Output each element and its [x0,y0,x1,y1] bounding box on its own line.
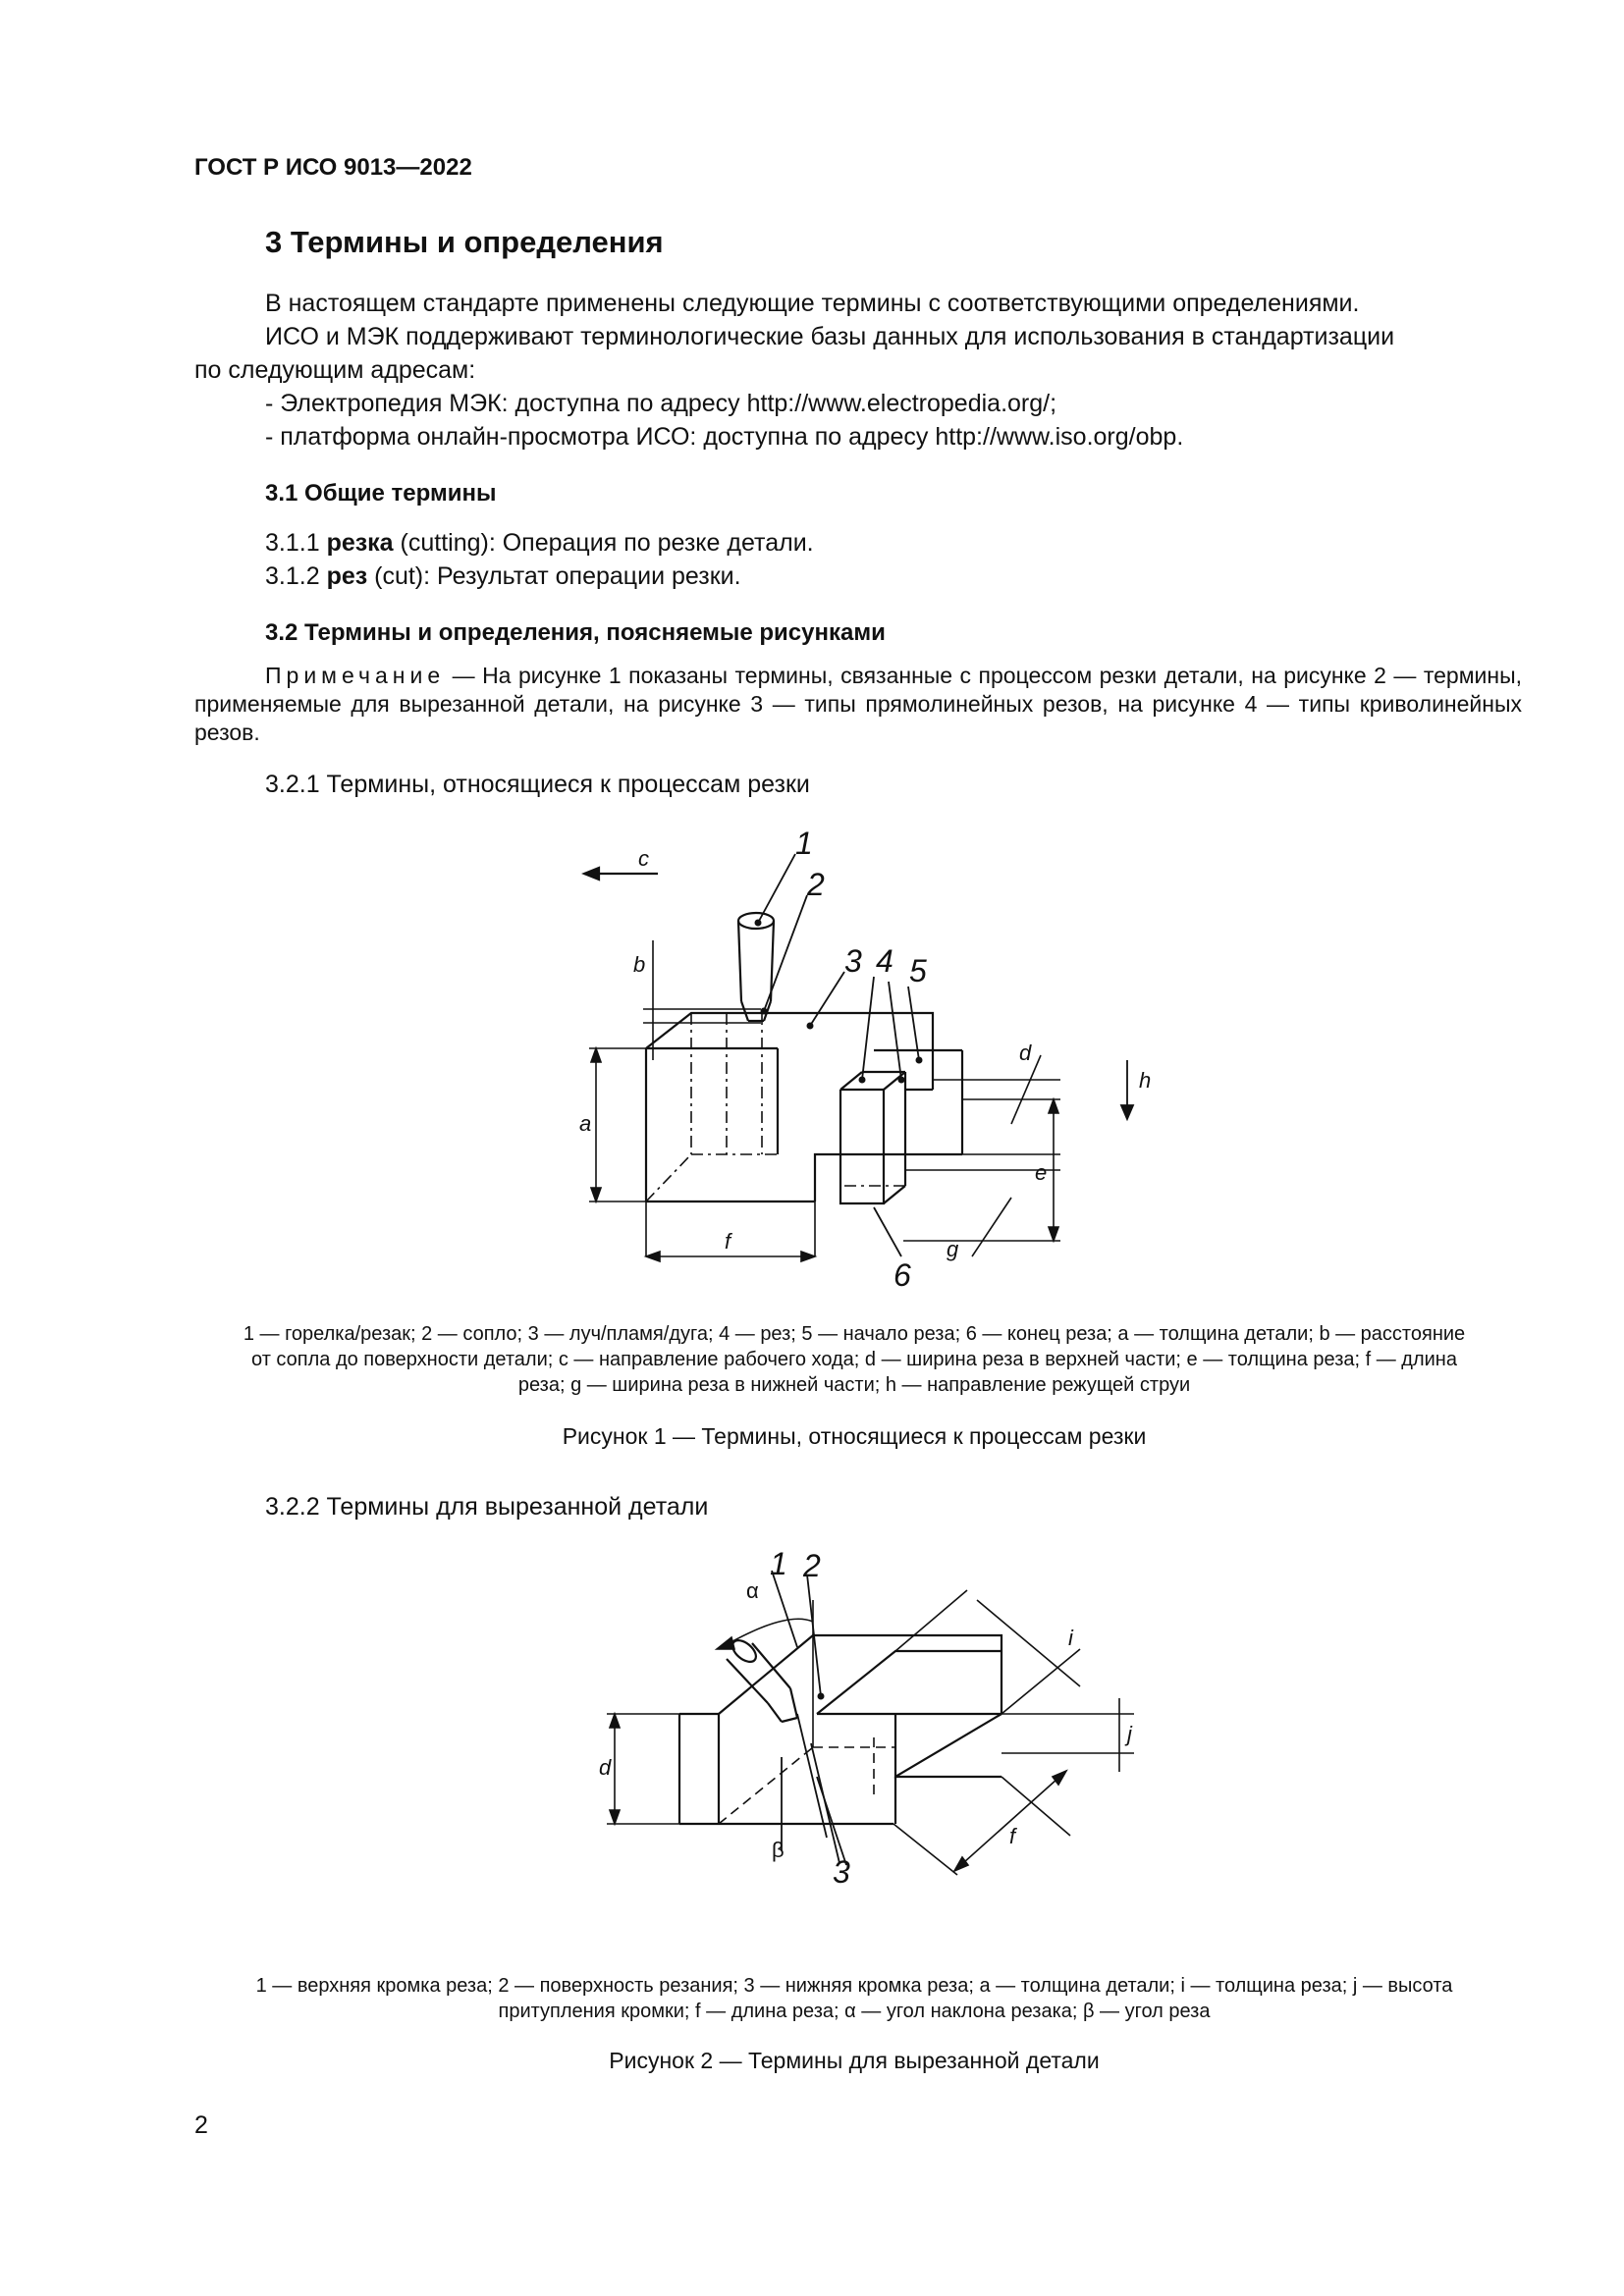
fig1-label-4: 4 [876,943,893,979]
figure-1-caption: Рисунок 1 — Термины, относящиеся к процессам резки [562,1423,1147,1449]
term-cutting [265,526,814,560]
leader-dots [755,920,923,1084]
fig2-label-3: 3 [833,1854,850,1890]
subsection-general-title: 3.1 Общие термины [265,480,497,507]
fig2-label-i: i [1068,1626,1073,1650]
angle-alpha [717,1600,813,1747]
note-paragraph [194,662,1522,747]
subsection-321-heading: 3.2.1 Термины, относящиеся к процессам резки [265,771,810,798]
fig2-label-beta: β [772,1838,785,1862]
dimension-b [643,940,761,1060]
term-number: 3.1.2 [265,562,320,590]
hidden-lines [719,1737,895,1824]
fig1-label-d: d [1019,1041,1032,1065]
term-cut [265,560,741,593]
fig2-label-j: j [1127,1722,1132,1746]
torch-shape [738,913,774,1021]
workpiece-outline [646,1013,962,1203]
legend-line: притупления кромки; f — длина реза; α — угол наклона резака; β — угол реза [498,2001,1211,2022]
intro-line-3: по следующим адресам: [194,356,476,384]
term-definition: (cutting): Операция по резке детали. [393,529,814,557]
term-name: рез [326,562,368,590]
term-name: резка [326,529,394,557]
legend-line: реза; g — ширина реза в нижней части; h — направление режущей струи [517,1374,1191,1396]
figure-1-legend [177,1321,1532,1398]
fig1-label-6: 6 [893,1257,911,1293]
fig1-label-h: h [1139,1068,1152,1093]
figure-1-diagram [550,825,1159,1296]
fig1-label-c: c [638,846,649,871]
fig1-label-a: a [579,1111,592,1136]
intro-line-1: В настоящем стандарте применены следующие термины с соответствующими определениями. [265,290,1360,317]
fig1-label-2: 2 [807,867,825,902]
fig1-label-e: e [1035,1160,1048,1185]
fig1-label-1: 1 [795,826,813,861]
legend-line: 1 — горелка/резак; 2 — сопло; 3 — луч/пламя/дуга; 4 — рез; 5 — начало реза; 6 — конец реза; a — толщина детали; b — расстояние [243,1323,1466,1345]
fig2-label-alpha: α [746,1578,759,1603]
dimension-lines [607,1590,1134,1875]
fig1-label-5: 5 [909,953,927,988]
intro-line-4: - Электропедия МЭК: доступна по адресу http://www.electropedia.org/; [265,390,1057,417]
section-title: 3 Термины и определения [265,225,664,259]
fig1-label-3: 3 [844,943,862,979]
note-label: Примечание [265,663,446,688]
subsection-322-heading: 3.2.2 Термины для вырезанной детали [265,1493,709,1521]
document-header: ГОСТ Р ИСО 9013—2022 [194,154,472,181]
fig2-label-f: f [1009,1824,1016,1848]
subsection-illustrated-title: 3.2 Термины и определения, поясняемые рисунками [265,619,886,646]
leader-lines [772,1571,846,1865]
term-definition: (cut): Результат операции резки. [367,562,741,590]
intro-line-5: - платформа онлайн-просмотра ИСО: доступна по адресу http://www.iso.org/obp. [265,423,1184,451]
figure-2-caption: Рисунок 2 — Термины для вырезанной детали [609,2048,1100,2073]
figure-2-legend [177,1973,1532,2024]
term-number: 3.1.1 [265,529,320,557]
leader-lines [758,854,919,1256]
leader-dot [818,1693,825,1700]
direction-h-arrow [1121,1060,1133,1119]
fig1-label-f: f [725,1229,731,1254]
fig2-label-d: d [599,1755,612,1780]
figure-2-diagram [589,1541,1139,1934]
legend-line: 1 — верхняя кромка реза; 2 — поверхность резания; 3 — нижняя кромка реза; a — толщина детали; i — толщина реза; j — высота [255,1975,1453,1997]
fig1-label-b: b [633,952,646,977]
fig1-label-g: g [947,1237,959,1261]
fig2-label-1: 1 [770,1546,787,1581]
page-number: 2 [194,2111,208,2139]
workpiece-outline [679,1635,1001,1824]
note-text: — На рисунке 1 показаны термины, связанные с процессом резки детали, на рисунке 2 — термины, применяемые для вырезанной детали, на рисунке 3 — типы прямолинейных резов, на рисунке 4 — типы криволинейных резов. [194,663,1522,745]
intro-line-2: ИСО и МЭК поддерживают терминологические базы данных для использования в стандартизации [265,323,1395,350]
fig2-label-2: 2 [803,1548,821,1583]
legend-line: от сопла до поверхности детали; c — направление рабочего хода; d — ширина реза в верхней части; e — толщина реза; f — длина [251,1349,1457,1370]
